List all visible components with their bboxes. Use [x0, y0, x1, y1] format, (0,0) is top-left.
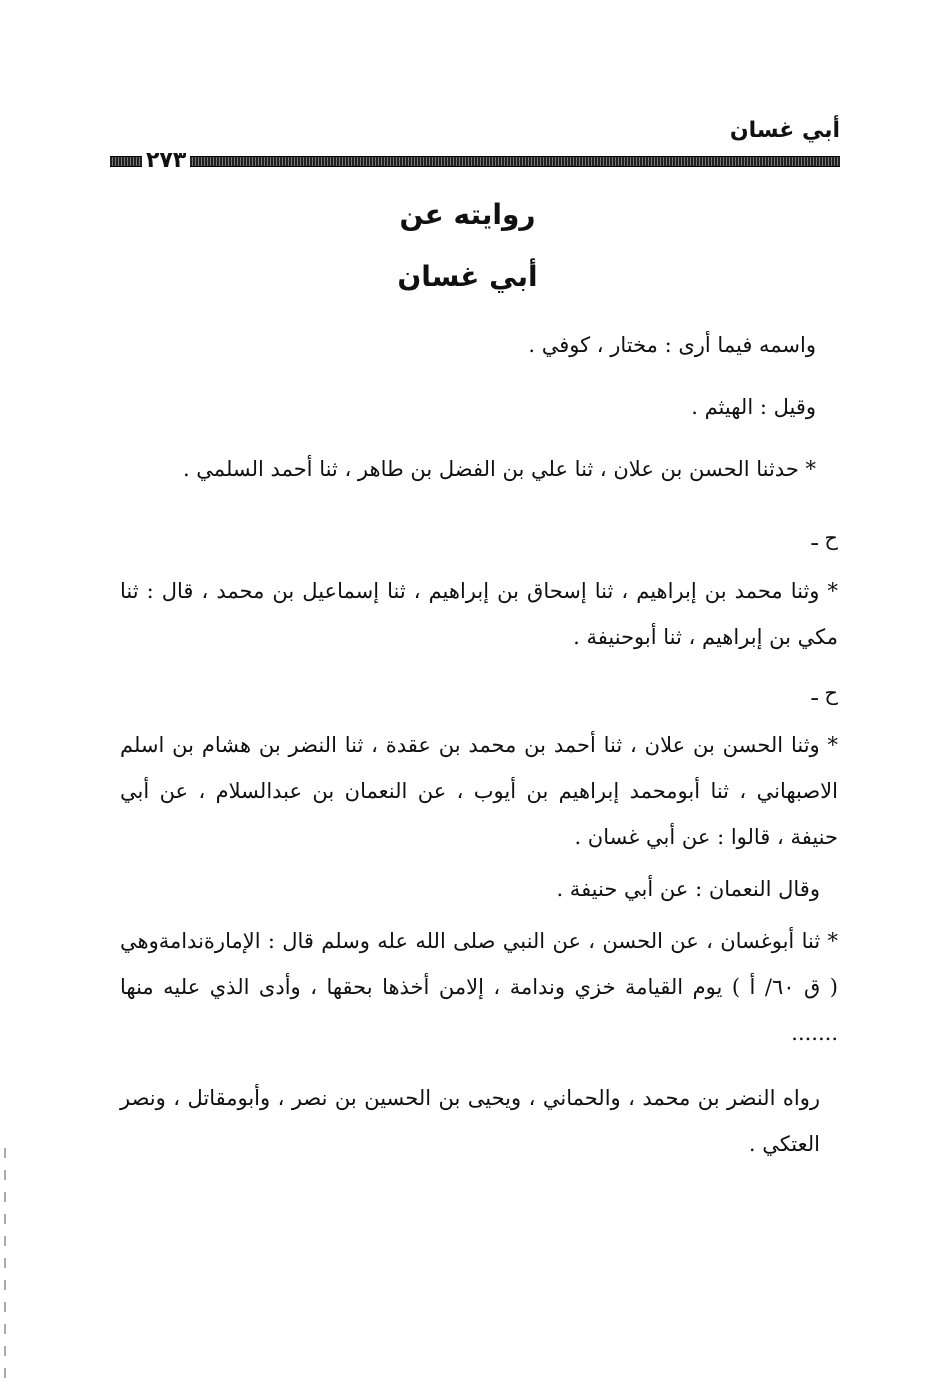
running-title: أبي غسان: [729, 118, 840, 143]
page-number: ٢٧٣: [146, 148, 187, 173]
paragraph-narrators: رواه النضر بن محمد ، والحماني ، ويحيى بن الحسين بن نصر ، وأبومقاتل ، ونصر العتكي .: [120, 1086, 820, 1156]
paragraph-hadith: * ثنا أبوغسان ، عن الحسن ، عن النبي صلى الله عله وسلم قال : الإمارةندامةوهي ( ق ٦٠/ أ ) يوم القيامة خزي وندامة ، إلامن أخذها بحقها ، وأدى الذي عليه منها .......: [120, 929, 838, 1045]
scan-edge-marks: [4, 1148, 6, 1388]
paragraph-note: وقال النعمان : عن أبي حنيفة .: [556, 877, 820, 901]
header-rule: [110, 148, 840, 173]
paragraph-alt-name: وقيل : الهيثم .: [691, 395, 816, 419]
paragraph-chain-1: * حدثنا الحسن بن علان ، ثنا علي بن الفضل بن طاهر ، ثنا أحمد السلمي .: [182, 457, 816, 481]
section-title-line-2: أبي غسان: [397, 260, 538, 293]
paragraph-chain-3: * وثنا الحسن بن علان ، ثنا أحمد بن محمد بن عقدة ، ثنا النضر بن هشام بن اسلم الاصبهاني ، ثنا أبومحمد إبراهيم بن أيوب ، عن النعمان بن عبدالسلام ، عن أبي حنيفة ، قالوا : عن أبي غسان .: [120, 733, 838, 849]
header-rule-left: [110, 156, 142, 167]
transition-marker: ح ـ: [811, 681, 838, 705]
section-title-line-1: روايته عن: [399, 198, 536, 231]
transition-marker: ح ـ: [811, 526, 838, 550]
paragraph-chain-2: * وثنا محمد بن إبراهيم ، ثنا إسحاق بن إبراهيم ، ثنا إسماعيل بن محمد ، قال : ثنا مكي بن إبراهيم ، ثنا أبوحنيفة .: [120, 579, 838, 649]
header-rule-right: [190, 156, 840, 167]
paragraph-name-note: واسمه فيما أرى : مختار ، كوفي .: [528, 333, 816, 357]
